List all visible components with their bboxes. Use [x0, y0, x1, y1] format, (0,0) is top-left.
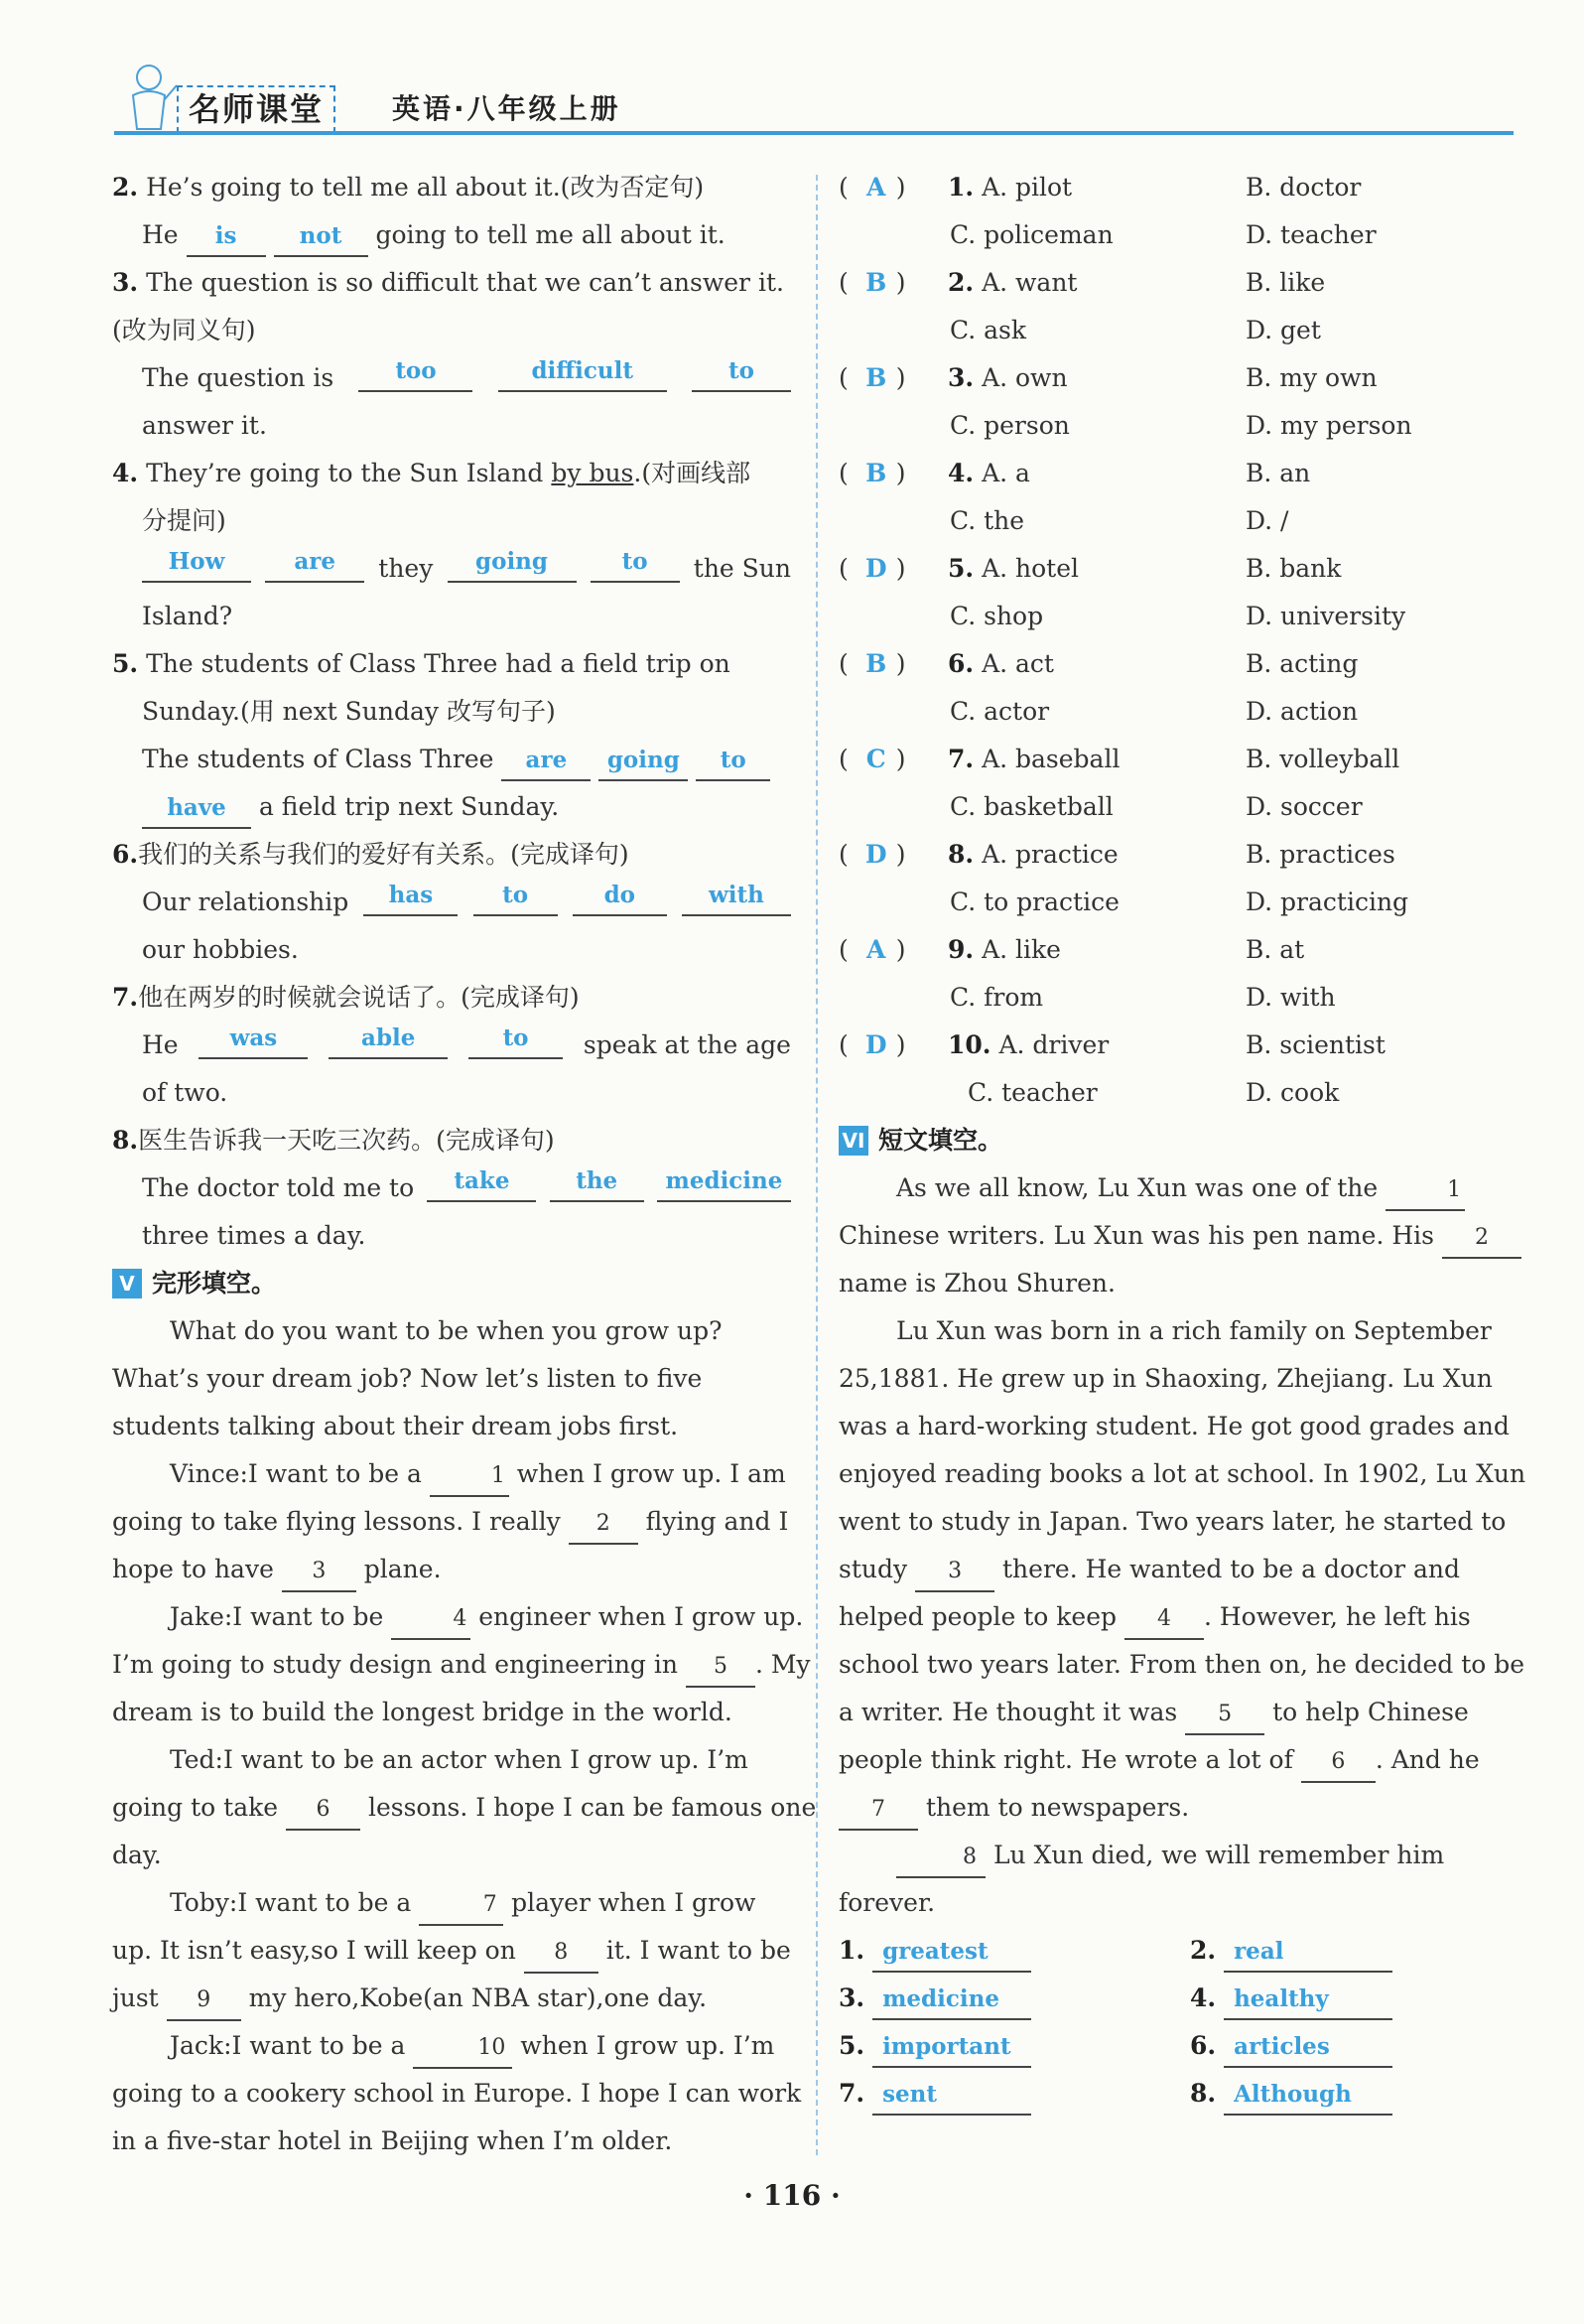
answer-blank: not [274, 219, 368, 257]
cloze-line: What’s your dream job? Now let’s listen to five [112, 1364, 703, 1393]
answer-blank: take [427, 1164, 536, 1202]
passage-blank: 5 [1185, 1698, 1264, 1735]
choice-row: ( B ) 3. A. own B. my own [839, 354, 1514, 402]
passage-answer: 8. Although [1190, 2070, 1514, 2118]
answer-blank: articles [1224, 2030, 1392, 2068]
answer-blank: medicine [657, 1164, 791, 1202]
option-d: D. with [1246, 983, 1336, 1012]
answer-blank: going [448, 545, 577, 583]
answer-blank: do [573, 879, 667, 916]
cloze-line: Toby:I want to be a 7 player when I grow [112, 1879, 791, 1927]
option-d: D. / [1246, 506, 1289, 535]
option-c: C. teacher [968, 1078, 1098, 1107]
choice-row [839, 1069, 1514, 1117]
question-4-end: Island? [142, 602, 233, 630]
option-a: A. practice [982, 840, 1119, 869]
passage-answer: 4. healthy [1190, 1975, 1514, 2022]
option-c: C. basketball [950, 792, 1114, 821]
cloze-line: What do you want to be when you grow up? [170, 1316, 723, 1345]
cloze-choices [839, 164, 1514, 1117]
cloze-line: dream is to build the longest bridge in the world. [112, 1698, 732, 1726]
question-6-answer: Our relationship has to do with [112, 879, 791, 926]
choice-row: ( A ) 9. A. like B. at [839, 926, 1514, 974]
choice-answer: ( D ) [839, 1030, 906, 1059]
choice-row: ( B ) 6. A. act B. acting [839, 640, 1514, 688]
question-3-end: answer it. [142, 411, 267, 440]
question-8: 8.医生告诉我一天吃三次药。(完成译句) [112, 1126, 555, 1155]
passage-line: was a hard-working student. He got good grades and [839, 1412, 1510, 1440]
passage-blank: 6 [1301, 1745, 1376, 1783]
teacher-mascot-icon [119, 60, 179, 139]
passage-line: went to study in Japan. Two years later, he started to [839, 1507, 1507, 1536]
answer-blank: greatest [872, 1935, 1031, 1973]
choice-row [839, 497, 1514, 545]
passage-blank: 1 [1386, 1173, 1465, 1211]
answer-blank: has [363, 879, 458, 916]
option-d: D. soccer [1246, 792, 1363, 821]
passage-line: Lu Xun was born in a rich family on September [896, 1316, 1492, 1345]
passage-answer: 7. sent [839, 2070, 1190, 2118]
question-8-end: three times a day. [142, 1221, 366, 1250]
answer-blank: was [198, 1022, 308, 1059]
answer-blank: are [265, 545, 364, 583]
option-c: C. policeman [950, 220, 1114, 249]
option-a: A. driver [998, 1030, 1110, 1059]
choice-row [839, 974, 1514, 1022]
question-7: 7.他在两岁的时候就会说话了。(完成译句) [112, 983, 580, 1012]
answer-blank: is [187, 219, 266, 257]
brand-logo: 名师课堂 [177, 85, 335, 133]
question-7-answer: He was able to speak at the age [112, 1022, 791, 1069]
passage-line: 7 them to newspapers. [839, 1784, 1514, 1832]
choice-answer: ( D ) [839, 840, 906, 869]
option-b: B. acting [1246, 649, 1359, 678]
option-b: B. scientist [1246, 1030, 1386, 1059]
passage-line: people think right. He wrote a lot of 6 . And he [839, 1736, 1514, 1784]
option-c: C. ask [950, 316, 1027, 344]
option-c: C. shop [950, 602, 1044, 630]
question-4-instruction: 分提问) [142, 506, 226, 535]
choice-row: ( C ) 7. A. baseball B. volleyball [839, 736, 1514, 783]
cloze-line: going to take flying lessons. I really 2 flying and I [112, 1498, 791, 1546]
answer-blank: to [591, 545, 680, 583]
option-a: A. act [982, 649, 1054, 678]
cloze-blank: 3 [282, 1555, 356, 1592]
question-5: 5. The students of Class Three had a field trip on [112, 649, 730, 678]
cloze-line: in a five-star hotel in Beijing when I’m older. [112, 2126, 673, 2155]
book-subtitle: 英语·八年级上册 [392, 92, 621, 125]
cloze-line: Ted:I want to be an actor when I grow up. I’m [170, 1745, 748, 1774]
answer-blank: to [473, 879, 558, 916]
question-5-answer: The students of Class Three are going to [112, 736, 791, 783]
option-a: A. pilot [982, 173, 1073, 202]
cloze-line: going to take 6 lessons. I hope I can be famous one [112, 1784, 791, 1832]
choice-answer: ( C ) [839, 745, 906, 773]
choice-row: ( B ) 2. A. want B. like [839, 259, 1514, 307]
answer-blank: difficult [498, 354, 667, 392]
option-b: B. bank [1246, 554, 1342, 583]
answer-blank: real [1224, 1935, 1392, 1973]
passage-answer: 3. medicine [839, 1975, 1190, 2022]
option-d: D. teacher [1246, 220, 1377, 249]
question-3-instruction: (改为同义句) [112, 316, 256, 344]
cloze-line: just 9 my hero,Kobe(an NBA star),one day. [112, 1975, 791, 2022]
option-b: B. like [1246, 268, 1326, 297]
choice-answer: ( B ) [839, 268, 906, 297]
choice-row: ( D ) 8. A. practice B. practices [839, 831, 1514, 879]
choice-row [839, 688, 1514, 736]
cloze-line: up. It isn’t easy,so I will keep on 8 it. I want to be [112, 1927, 791, 1975]
answer-blank: are [501, 744, 591, 781]
choice-row: ( B ) 4. A. a B. an [839, 450, 1514, 497]
passage-line: forever. [839, 1888, 936, 1917]
question-3-answer: The question is too difficult to [112, 354, 791, 402]
answer-blank: have [142, 791, 251, 829]
option-d: D. my person [1246, 411, 1412, 440]
passage-blank: 2 [1442, 1221, 1521, 1259]
section-number-icon: V [112, 1269, 142, 1299]
option-d: D. practicing [1246, 888, 1409, 916]
cloze-blank: 10 [413, 2031, 512, 2069]
option-a: A. hotel [982, 554, 1079, 583]
question-7-end: of two. [142, 1078, 228, 1107]
cloze-blank: 4 [391, 1602, 470, 1640]
option-c: C. actor [950, 697, 1050, 726]
passage-blank: 7 [839, 1793, 918, 1831]
passage-line: study 3 there. He wanted to be a doctor and [839, 1546, 1514, 1593]
left-column [112, 164, 817, 2165]
question-6: 6.我们的关系与我们的爱好有关系。(完成译句) [112, 840, 629, 869]
choice-row: ( D ) 10. A. driver B. scientist [839, 1022, 1514, 1069]
option-c: C. person [950, 411, 1070, 440]
answer-blank: going [598, 744, 688, 781]
answer-blank: to [696, 744, 770, 781]
question-6-end: our hobbies. [142, 935, 299, 964]
option-b: B. my own [1246, 363, 1378, 392]
option-d: D. get [1246, 316, 1321, 344]
passage-line: helped people to keep 4 . However, he left his [839, 1593, 1514, 1641]
header-rule [114, 131, 1514, 135]
choice-answer: ( B ) [839, 649, 906, 678]
cloze-blank: 5 [686, 1650, 755, 1688]
answer-blank: healthy [1224, 1982, 1392, 2020]
choice-row [839, 783, 1514, 831]
page-number: · 116 · [743, 2179, 841, 2212]
answer-blank: the [550, 1164, 644, 1202]
option-b: B. an [1246, 459, 1311, 487]
cloze-line: Vince:I want to be a 1 when I grow up. I am [112, 1450, 791, 1498]
option-c: C. to practice [950, 888, 1120, 916]
passage-line: 25,1881. He grew up in Shaoxing, Zhejiang. Lu Xun [839, 1364, 1493, 1393]
choice-row [839, 593, 1514, 640]
choice-row: ( A ) 1. A. pilot B. doctor [839, 164, 1514, 211]
choice-row [839, 211, 1514, 259]
question-4: 4. They’re going to the Sun Island by bus.(对画线部 [112, 459, 751, 487]
option-d: D. cook [1246, 1078, 1340, 1107]
answer-blank: able [329, 1022, 448, 1059]
option-d: D. university [1246, 602, 1406, 630]
option-c: C. the [950, 506, 1025, 535]
cloze-line: going to a cookery school in Europe. I hope I can work [112, 2079, 802, 2108]
option-a: A. like [982, 935, 1061, 964]
cloze-blank: 7 [419, 1888, 503, 1926]
option-a: A. want [982, 268, 1078, 297]
choice-answer: ( A ) [839, 935, 906, 964]
passage-blank: 3 [915, 1555, 994, 1592]
choice-answer: ( A ) [839, 173, 906, 202]
cloze-line: Jack:I want to be a 10 when I grow up. I’m [112, 2022, 791, 2070]
cloze-blank: 2 [569, 1507, 638, 1545]
option-b: B. at [1246, 935, 1305, 964]
question-2-answer: He is not going to tell me all about it. [112, 211, 791, 259]
answer-blank: with [682, 879, 791, 916]
cloze-line: students talking about their dream jobs first. [112, 1412, 679, 1440]
cloze-line: I’m going to study design and engineering in 5 . My [112, 1641, 791, 1689]
option-a: A. baseball [982, 745, 1121, 773]
choice-row [839, 402, 1514, 450]
option-a: A. a [982, 459, 1030, 487]
section-number-icon: VI [839, 1126, 868, 1156]
answer-blank: too [358, 354, 472, 392]
answer-blank: How [142, 545, 251, 583]
passage-line: school two years later. From then on, he decided to be [839, 1650, 1525, 1679]
section-v-heading: V 完形填空。 [112, 1260, 791, 1307]
option-b: B. practices [1246, 840, 1395, 869]
column-divider [816, 175, 820, 2155]
cloze-line: hope to have 3 plane. [112, 1546, 791, 1593]
answer-blank: important [872, 2030, 1031, 2068]
passage-line: 8 Lu Xun died, we will remember him [839, 1832, 1514, 1879]
option-b: B. volleyball [1246, 745, 1400, 773]
answer-blank: to [468, 1022, 563, 1059]
choice-answer: ( B ) [839, 459, 906, 487]
answer-blank: medicine [872, 1982, 1031, 2020]
cloze-blank: 8 [524, 1936, 598, 1974]
passage-blank: 4 [1124, 1602, 1204, 1640]
question-3: 3. The question is so difficult that we can’t answer it. [112, 268, 784, 297]
passage-line: a writer. He thought it was 5 to help Chinese [839, 1689, 1514, 1736]
passage-answer: 6. articles [1190, 2022, 1514, 2070]
answer-blank: Although [1224, 2078, 1392, 2116]
passage-answers [839, 1927, 1514, 2118]
passage-answer: 5. important [839, 2022, 1190, 2070]
choice-answer: ( B ) [839, 363, 906, 392]
passage-line: Chinese writers. Lu Xun was his pen name. His 2 [839, 1212, 1514, 1260]
option-d: D. action [1246, 697, 1359, 726]
answer-blank: sent [872, 2078, 1031, 2116]
choice-answer: ( D ) [839, 554, 906, 583]
answer-blank: to [692, 354, 791, 392]
cloze-blank: 6 [286, 1793, 360, 1831]
right-column [839, 164, 1526, 2118]
passage-blank: 8 [896, 1841, 986, 1878]
question-2: 2. He’s going to tell me all about it.(改为否定句) [112, 173, 705, 202]
cloze-blank: 1 [430, 1459, 509, 1497]
question-5-end: have a field trip next Sunday. [112, 783, 791, 831]
cloze-blank: 9 [167, 1983, 241, 2021]
choice-row: ( D ) 5. A. hotel B. bank [839, 545, 1514, 593]
section-vi-heading: VI 短文填空。 [839, 1117, 1514, 1164]
passage-answer: 2. real [1190, 1927, 1514, 1975]
passage-line: name is Zhou Shuren. [839, 1269, 1116, 1298]
cloze-line: day. [112, 1841, 162, 1869]
passage-line: As we all know, Lu Xun was one of the 1 [839, 1164, 1514, 1212]
choice-row [839, 307, 1514, 354]
cloze-line: Jake:I want to be 4 engineer when I grow up. [112, 1593, 791, 1641]
option-b: B. doctor [1246, 173, 1362, 202]
option-c: C. from [950, 983, 1044, 1012]
choice-row [839, 879, 1514, 926]
question-8-answer: The doctor told me to take the medicine [112, 1164, 791, 1212]
passage-answer: 1. greatest [839, 1927, 1190, 1975]
question-4-answer: How are they going to the Sun [112, 545, 791, 593]
question-5-instruction: Sunday.(用 next Sunday 改写句子) [142, 697, 556, 726]
option-a: A. own [982, 363, 1068, 392]
passage-line: enjoyed reading books a lot at school. In 1902, Lu Xun [839, 1459, 1526, 1488]
